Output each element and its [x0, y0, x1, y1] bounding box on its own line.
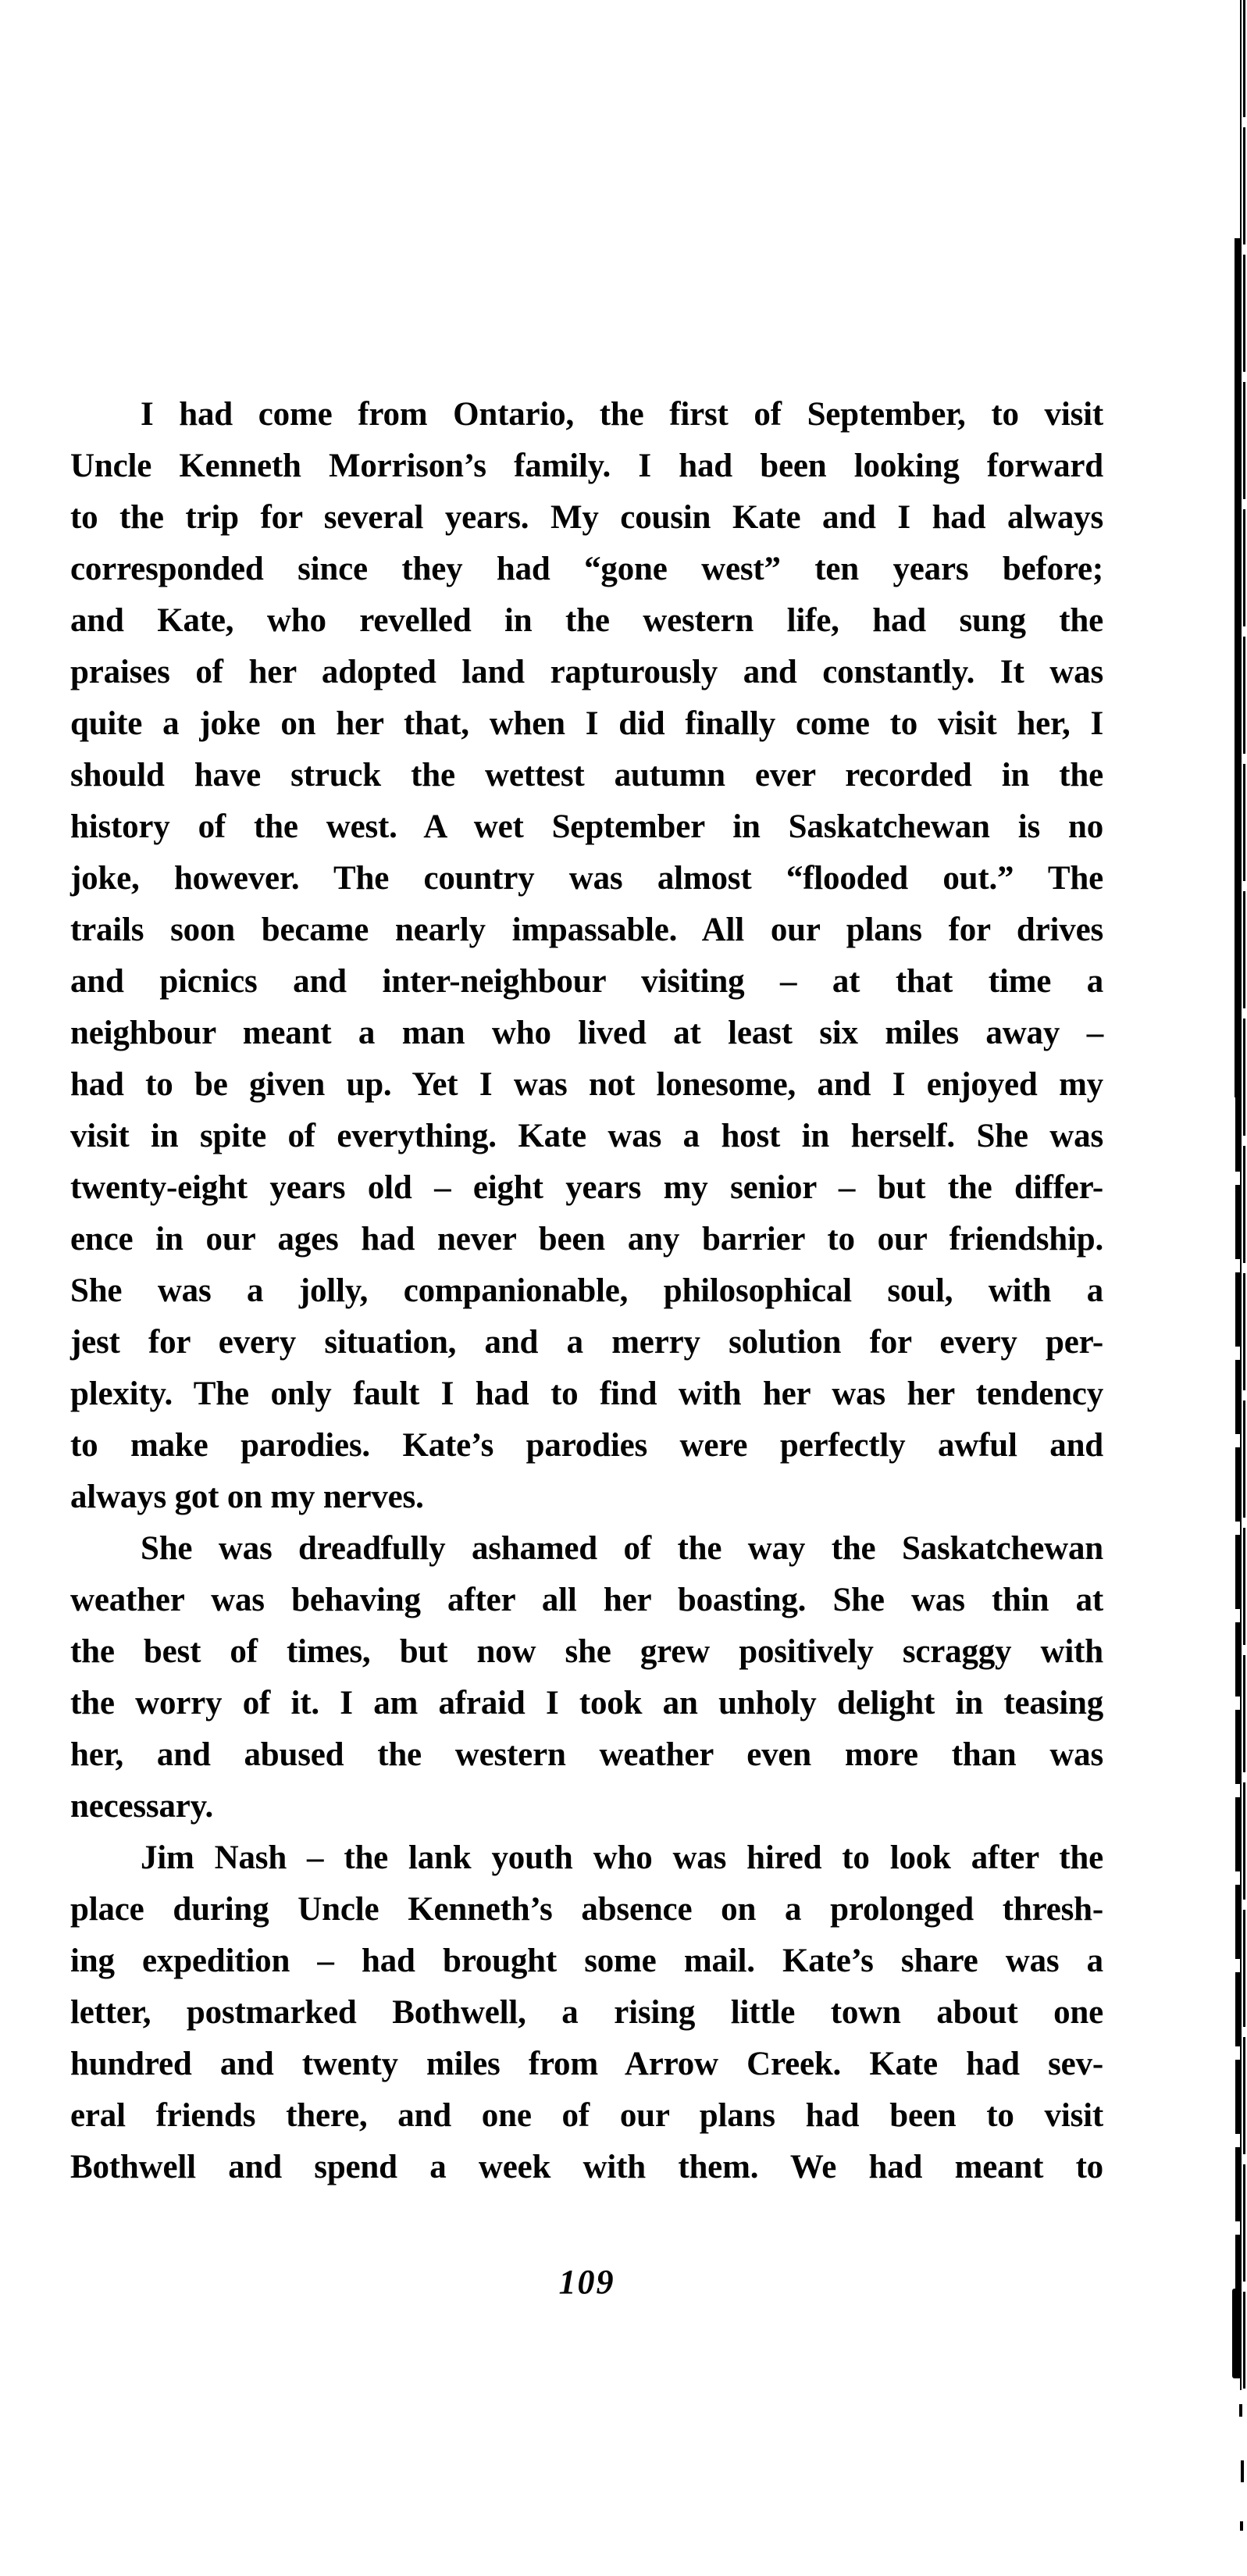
- text-line: had to be given up. Yet I was not lonesome, and I enjoyed my: [70, 1066, 1103, 1103]
- text-line: the best of times, but now she grew positively scraggy with: [70, 1633, 1103, 1670]
- scan-edge-dashes: [1235, 1097, 1240, 2308]
- text-line: hundred and twenty miles from Arrow Creek. Kate had sev-: [70, 2046, 1103, 2082]
- scan-speck: [1241, 2460, 1244, 2482]
- text-line: joke, however. The country was almost “flooded out.” The: [70, 860, 1103, 897]
- text-line: eral friends there, and one of our plans had been to visit: [70, 2097, 1103, 2134]
- text-line: She was dreadfully ashamed of the way the Saskatchewan: [141, 1530, 1103, 1567]
- scan-edge-stripe: [1235, 238, 1242, 1097]
- text-line: Jim Nash – the lank youth who was hired to look after the: [141, 1839, 1103, 1876]
- scan-edge-line-outer: [1243, 0, 1245, 2389]
- text-line: history of the west. A wet September in Saskatchewan is no: [70, 808, 1103, 845]
- text-line: ence in our ages had never been any barrier to our friendship.: [70, 1221, 1103, 1258]
- text-line: ing expedition – had brought some mail. Kate’s share was a: [70, 1943, 1103, 1979]
- text-line: place during Uncle Kenneth’s absence on a prolonged thresh-: [70, 1891, 1103, 1928]
- text-line: always got on my nerves.: [70, 1479, 424, 1515]
- text-line: her, and abused the western weather even more than was: [70, 1736, 1103, 1773]
- text-line: the worry of it. I am afraid I took an unholy delight in teasing: [70, 1685, 1103, 1721]
- text-line: should have struck the wettest autumn ever recorded in the: [70, 757, 1103, 794]
- text-line: jest for every situation, and a merry solution for every per-: [70, 1324, 1103, 1361]
- text-line: She was a jolly, companionable, philosophical soul, with a: [70, 1272, 1103, 1309]
- text-block: [70, 389, 1103, 2193]
- text-line: necessary.: [70, 1788, 214, 1825]
- text-line: plexity. The only fault I had to find with her was her tendency: [70, 1375, 1103, 1412]
- text-line: and picnics and inter-neighbour visiting – at that time a: [70, 963, 1103, 1000]
- text-line: letter, postmarked Bothwell, a rising little town about one: [70, 1994, 1103, 2031]
- text-line: visit in spite of everything. Kate was a host in herself. She was: [70, 1118, 1103, 1154]
- text-line: quite a joke on her that, when I did finally come to visit her, I: [70, 705, 1103, 742]
- text-line: to the trip for several years. My cousin Kate and I had always: [70, 499, 1103, 536]
- text-line: Bothwell and spend a week with them. We had meant to: [70, 2149, 1103, 2185]
- text-line: praises of her adopted land rapturously and constantly. It was: [70, 654, 1103, 690]
- scan-speck: [1239, 2404, 1242, 2417]
- text-line: trails soon became nearly impassable. All our plans for drives: [70, 912, 1103, 948]
- text-line: twenty-eight years old – eight years my senior – but the differ-: [70, 1169, 1103, 1206]
- paragraph: [70, 389, 1103, 1523]
- text-line: I had come from Ontario, the first of September, to visit: [141, 396, 1103, 433]
- text-line: corresponded since they had “gone west” ten years before;: [70, 551, 1103, 587]
- page-number: 109: [558, 2263, 615, 2301]
- text-line: to make parodies. Kate’s parodies were perfectly awful and: [70, 1427, 1103, 1464]
- text-line: and Kate, who revelled in the western life, had sung the: [70, 602, 1103, 639]
- scan-speck: [1240, 2521, 1243, 2531]
- text-line: neighbour meant a man who lived at least six miles away –: [70, 1015, 1103, 1051]
- paragraph: [70, 1832, 1103, 2193]
- scan-edge-blob: [1232, 2289, 1242, 2378]
- text-line: Uncle Kenneth Morrison’s family. I had been looking forward: [70, 448, 1103, 484]
- paragraph: [70, 1523, 1103, 1832]
- text-line: weather was behaving after all her boasting. She was thin at: [70, 1582, 1103, 1618]
